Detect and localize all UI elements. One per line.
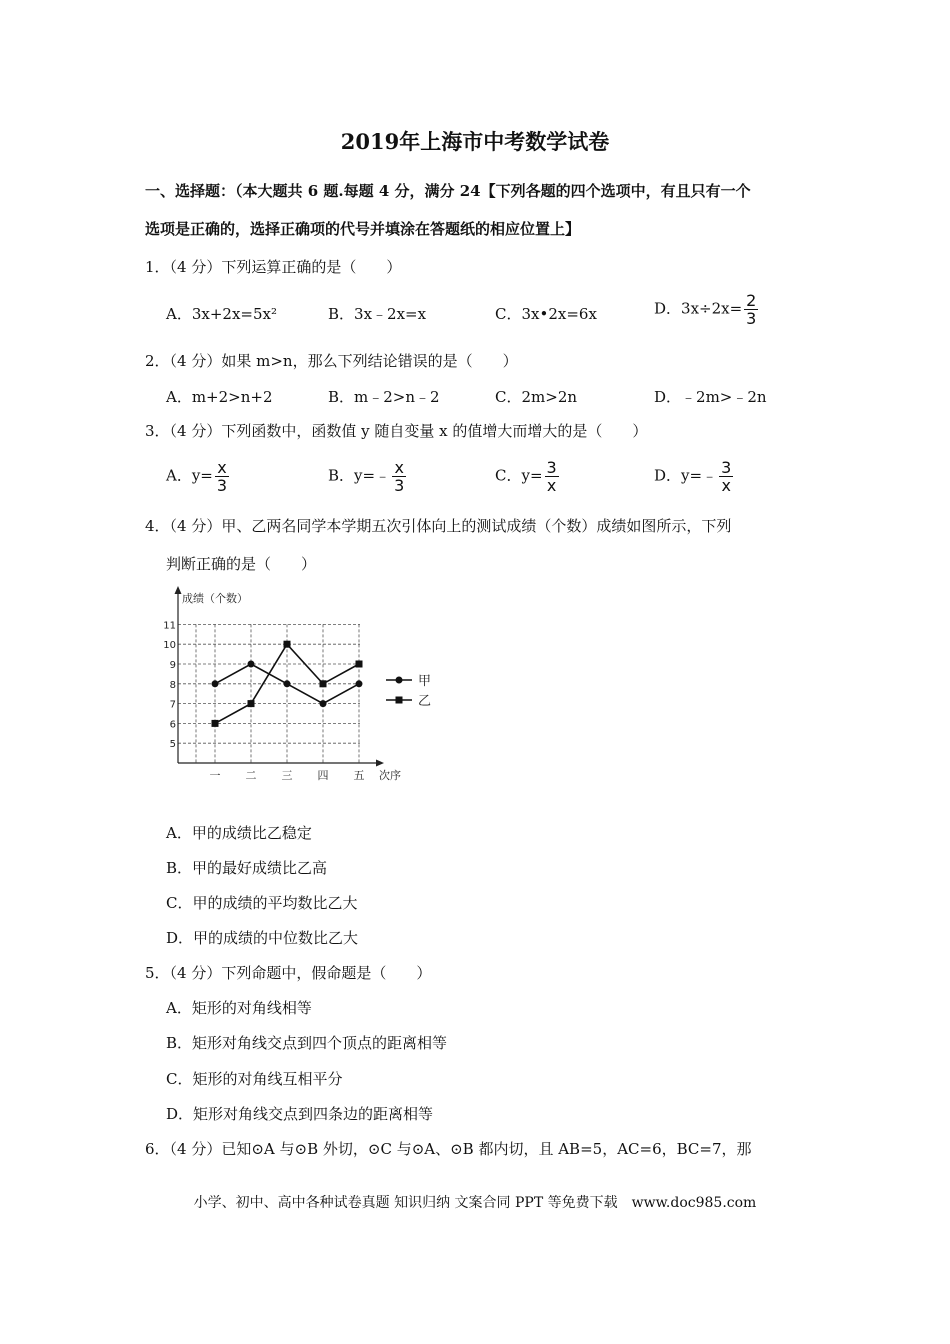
data-point-circle xyxy=(212,680,219,687)
q3-option-b-prefix: B．y=﹣ xyxy=(328,466,391,485)
q1-option-d xyxy=(654,292,758,327)
y-tick-label: 8 xyxy=(169,679,176,691)
q2-option-d: D．﹣2m>﹣2n xyxy=(654,388,767,406)
y-tick-label: 10 xyxy=(163,640,176,652)
section-heading-line1: 一、选择题：（本大题共 6 题.每题 4 分，满分 24【下列各题的四个选项中，有且只有一个 xyxy=(145,182,751,200)
q5-option-a: A．矩形的对角线相等 xyxy=(166,999,312,1017)
q1-option-d-prefix: D．3x÷2x= xyxy=(654,299,743,318)
q2-option-b: B．m﹣2>n﹣2 xyxy=(328,388,440,406)
fraction-numerator: 2 xyxy=(746,291,757,310)
y-tick-label: 5 xyxy=(169,739,176,751)
y-tick-label: 7 xyxy=(169,699,176,711)
legend-marker-circle xyxy=(396,677,403,684)
y-tick-label: 11 xyxy=(163,620,176,632)
chart-legend xyxy=(386,674,431,709)
data-point-circle xyxy=(248,661,255,668)
q3-option-d-fraction xyxy=(719,459,733,494)
data-point-square xyxy=(248,700,255,707)
q3-option-b-fraction xyxy=(392,459,406,494)
q3-option-d-prefix: D．y=﹣ xyxy=(654,466,718,485)
score-line-chart xyxy=(160,580,460,795)
legend-label: 乙 xyxy=(418,694,432,709)
x-axis-label: 次序 xyxy=(379,769,401,782)
x-tick-label: 四 xyxy=(317,769,329,782)
q3-option-a xyxy=(166,459,229,494)
x-axis-arrow xyxy=(376,760,384,767)
y-tick-label: 9 xyxy=(169,660,176,671)
fraction-denominator: x xyxy=(546,476,557,495)
x-tick-label: 二 xyxy=(245,769,257,782)
fraction-denominator: 3 xyxy=(394,476,405,495)
y-tick-label: 6 xyxy=(169,719,176,731)
q5-option-c: C．矩形的对角线互相平分 xyxy=(166,1070,343,1088)
q5-option-b: B．矩形对角线交点到四个顶点的距离相等 xyxy=(166,1034,448,1052)
legend-label: 甲 xyxy=(418,674,432,689)
q4-option-d: D．甲的成绩的中位数比乙大 xyxy=(166,929,359,947)
section-heading-line2: 选项是正确的，选择正确项的代号并填涂在答题纸的相应位置上】 xyxy=(145,220,581,238)
x-tick-label: 一 xyxy=(209,769,221,782)
x-tick-label: 三 xyxy=(281,769,293,782)
q2-option-c: C．2m>2n xyxy=(495,388,578,406)
q3-option-c xyxy=(495,459,559,494)
q2-stem: 2．（4 分）如果 m>n，那么下列结论错误的是（ ） xyxy=(145,352,518,370)
q3-option-a-prefix: A．y= xyxy=(166,466,213,485)
data-point-circle xyxy=(320,700,327,707)
q4-option-c: C．甲的成绩的平均数比乙大 xyxy=(166,894,358,912)
fraction-numerator: 3 xyxy=(721,458,732,477)
q1-stem: 1．（4 分）下列运算正确的是（ ） xyxy=(145,258,402,276)
data-point-square xyxy=(212,720,219,727)
q3-option-d xyxy=(654,459,733,494)
fraction-numerator: x xyxy=(392,459,406,477)
data-point-circle xyxy=(356,680,363,687)
q3-stem: 3．（4 分）下列函数中，函数值 y 随自变量 x 的值增大而增大的是（ ） xyxy=(145,422,648,440)
q5-option-d: D．矩形对角线交点到四条边的距离相等 xyxy=(166,1105,434,1123)
q4-stem-line1: 4．（4 分）甲、乙两名同学本学期五次引体向上的测试成绩（个数）成绩如图所示，下列 xyxy=(145,517,732,535)
fraction-denominator: 3 xyxy=(746,309,757,328)
q4-option-a: A．甲的成绩比乙稳定 xyxy=(166,824,312,842)
data-point-square xyxy=(356,661,363,668)
q6-stem: 6．（4 分）已知⊙A 与⊙B 外切，⊙C 与⊙A、⊙B 都内切，且 AB=5，AC=6，BC=7，那 xyxy=(145,1140,752,1158)
q2-option-a: A．m+2>n+2 xyxy=(166,388,273,406)
data-point-square xyxy=(320,680,327,687)
q1-option-a: A．3x+2x=5x² xyxy=(166,305,277,323)
y-axis-label: 成绩（个数） xyxy=(182,592,248,605)
fraction-numerator: x xyxy=(215,459,229,477)
q3-option-c-fraction xyxy=(545,459,559,494)
data-point-square xyxy=(284,641,291,648)
page-title: 2019年上海市中考数学试卷 xyxy=(340,129,610,154)
page-footer: 小学、初中、高中各种试卷真题 知识归纳 文案合同 PPT 等免费下载 www.doc985.com xyxy=(193,1195,757,1211)
q3-option-a-fraction xyxy=(215,459,229,494)
data-point-circle xyxy=(284,680,291,687)
q1-option-c: C．3x•2x=6x xyxy=(495,305,597,323)
chart-grid xyxy=(178,624,360,763)
q3-option-c-prefix: C．y= xyxy=(495,466,543,485)
y-axis-arrow xyxy=(175,586,182,594)
q4-stem-line2: 判断正确的是（ ） xyxy=(166,555,317,573)
q4-option-b: B．甲的最好成绩比乙高 xyxy=(166,859,328,877)
q1-option-b: B．3x﹣2x=x xyxy=(328,305,427,323)
fraction-numerator: 3 xyxy=(546,458,557,477)
legend-marker-square xyxy=(396,697,403,704)
fraction-denominator: 3 xyxy=(216,476,228,495)
q1-option-d-fraction xyxy=(744,292,758,327)
q3-option-b xyxy=(328,459,406,494)
x-tick-label: 五 xyxy=(353,769,365,782)
q5-stem: 5．（4 分）下列命题中，假命题是（ ） xyxy=(145,964,432,982)
fraction-denominator: x xyxy=(721,476,731,495)
